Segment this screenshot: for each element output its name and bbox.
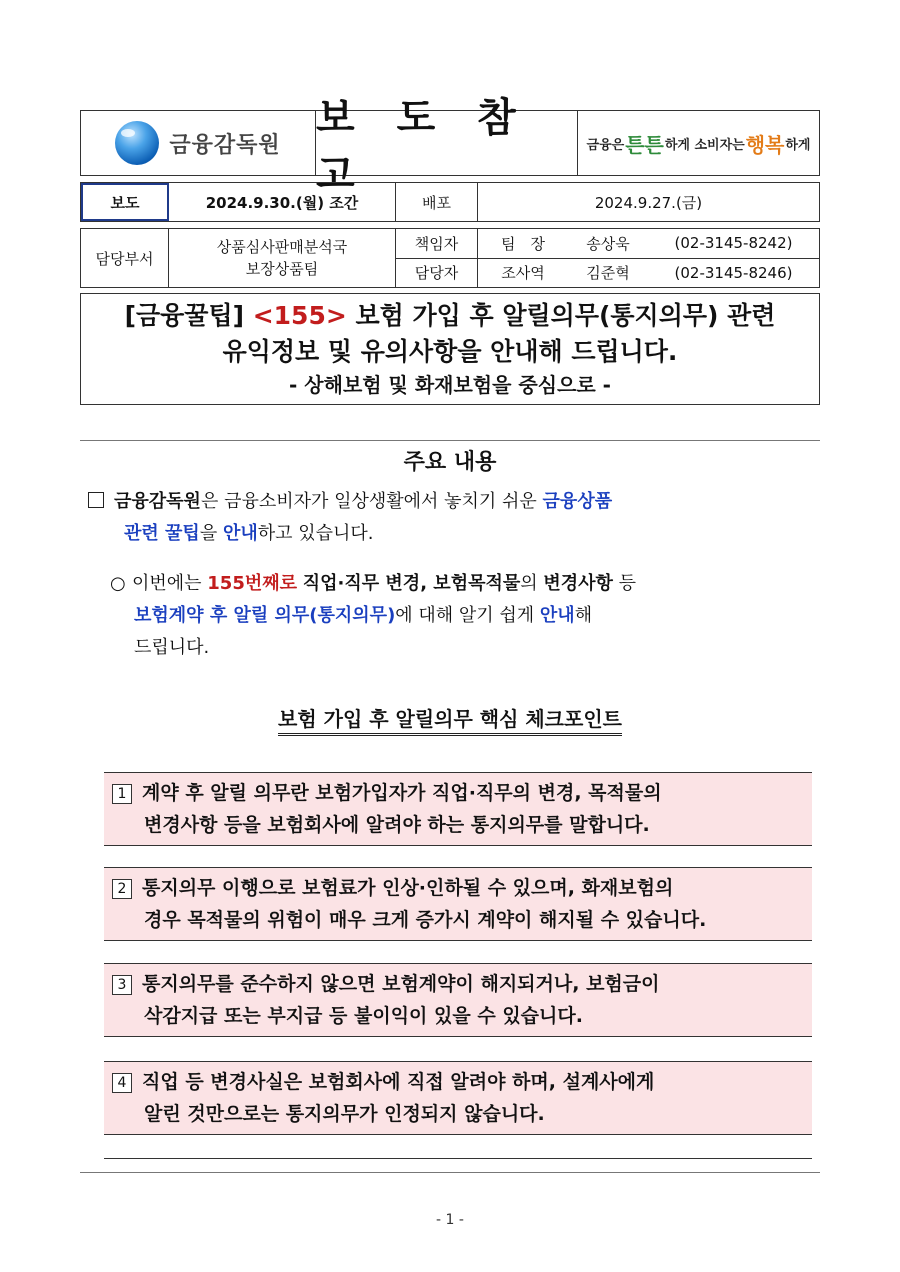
para2-bold1: 직업·직무 변경, 보험목적물 — [302, 573, 521, 594]
para2-text1: 이번에는 — [132, 573, 208, 594]
checkpoint-line2: 삭감지급 또는 부지급 등 불이익이 있을 수 있습니다. — [144, 1005, 583, 1027]
checkpoint-card — [104, 772, 812, 846]
checkpoint-line2: 변경사항 등을 보험회사에 알려야 하는 통지의무를 말합니다. — [144, 814, 650, 836]
contact-name: 김준혁 — [586, 264, 630, 283]
contact-phone: (02-3145-8242) — [674, 234, 793, 253]
org-mention: 금융감독원 — [114, 491, 201, 512]
slogan-part2: 하게 소비자는 — [664, 137, 745, 153]
para2-highlight2: 안내 — [539, 605, 575, 626]
bullet-circle-icon: ○ — [110, 573, 126, 594]
press-label: 보도 — [81, 183, 169, 221]
para1-highlight1: 금융상품 — [542, 491, 613, 512]
page-bottom-rule — [80, 1172, 820, 1173]
contact-position: 조사역 — [501, 264, 545, 283]
detail-paragraph — [110, 568, 810, 664]
checkbox-square-icon — [88, 492, 104, 508]
contact-table — [80, 228, 820, 288]
card-bottom-rule — [104, 1158, 812, 1159]
org-name: 금융감독원 — [169, 131, 281, 157]
contact-position: 팀 장 — [501, 234, 545, 253]
checkpoint-number: 4 — [112, 1073, 132, 1093]
headline-number: <155> — [252, 301, 347, 330]
department-label: 담당부서 — [81, 229, 169, 287]
section-divider — [80, 440, 820, 441]
para2-count: 155번째로 — [207, 573, 298, 594]
checkpoint-line2: 알린 것만으로는 통지의무가 인정되지 않습니다. — [144, 1103, 545, 1125]
slogan-word1: 튼튼 — [625, 132, 664, 157]
para2-text3: 의 — [520, 573, 544, 594]
checkpoint-card — [104, 867, 812, 941]
press-date: 2024.9.30.(월) 조간 — [169, 183, 396, 221]
checkpoint-title-text: 보험 가입 후 알릴의무 핵심 체크포인트 — [278, 707, 622, 736]
department-line1: 상품심사판매분석국 — [216, 238, 348, 256]
contact-row — [396, 229, 819, 258]
release-table — [80, 182, 820, 222]
distribution-date: 2024.9.27.(금) — [594, 193, 703, 212]
checkpoint-title — [0, 703, 900, 732]
contact-row — [396, 258, 819, 288]
checkpoint-line1: 계약 후 알릴 의무란 보험가입자가 직업·직무의 변경, 목적물의 — [142, 782, 662, 804]
headline-subtitle: - 상해보험 및 화재보험을 중심으로 - — [289, 373, 611, 397]
para1-highlight2: 관련 꿀팁 — [124, 523, 200, 544]
checkpoint-number: 3 — [112, 975, 132, 995]
contact-role: 담당자 — [396, 259, 478, 288]
slogan-part1: 금융은 — [586, 137, 625, 153]
headline-suffix: 보험 가입 후 알릴의무(통지의무) 관련 — [346, 301, 776, 330]
header-box — [80, 94, 820, 198]
para2-text6: 해 — [574, 605, 593, 626]
checkpoint-line1: 통지의무 이행으로 보험료가 인상·인하될 수 있으며, 화재보험의 — [142, 877, 674, 899]
intro-paragraph — [88, 486, 810, 550]
checkpoint-number: 2 — [112, 879, 132, 899]
para2-text5: 에 대해 알기 쉽게 — [395, 605, 540, 626]
checkpoint-line1: 직업 등 변경사실은 보험회사에 직접 알려야 하며, 설계사에게 — [142, 1071, 655, 1093]
contact-phone: (02-3145-8246) — [674, 263, 793, 282]
headline-line2: 유익정보 및 유의사항을 안내해 드립니다. — [222, 337, 678, 366]
headline-box — [80, 293, 820, 405]
distribution-label: 배포 — [396, 183, 478, 221]
para2-text4: 등 — [612, 573, 637, 594]
para1-text1: 은 금융소비자가 일상생활에서 놓치기 쉬운 — [200, 491, 543, 512]
headline-line1 — [125, 298, 776, 334]
checkpoint-line2: 경우 목적물의 위험이 매우 크게 증가시 계약이 해지될 수 있습니다. — [144, 909, 707, 931]
department-line2: 보장상품팀 — [245, 260, 319, 278]
section-title: 주요 내용 — [403, 450, 497, 475]
para2-bold2: 변경사항 — [543, 573, 613, 594]
checkpoint-line1: 통지의무를 준수하지 않으면 보험계약이 해지되거나, 보험금이 — [142, 973, 660, 995]
checkpoint-number: 1 — [112, 784, 132, 804]
para1-text2: 을 — [199, 523, 223, 544]
globe-logo-icon — [115, 121, 159, 165]
page-number: - 1 - — [436, 1212, 464, 1228]
org-logo — [81, 111, 316, 175]
contact-role: 책임자 — [396, 229, 478, 258]
checkpoint-card — [104, 1061, 812, 1135]
slogan-word2: 행복 — [745, 132, 785, 157]
para1-text3: 하고 있습니다. — [257, 523, 374, 544]
para2-text7: 드립니다. — [134, 637, 210, 658]
para1-highlight3: 안내 — [222, 523, 258, 544]
checkpoint-card — [104, 963, 812, 1037]
contact-name: 송상욱 — [586, 234, 630, 253]
para2-highlight1: 보험계약 후 알릴 의무(통지의무) — [134, 605, 396, 626]
department-value — [169, 229, 396, 287]
slogan — [578, 111, 819, 175]
document-type-title: 보 도 참 고 — [316, 111, 578, 175]
slogan-part3: 하게 — [785, 137, 811, 153]
headline-prefix: [금융꿀팁] — [124, 301, 253, 330]
